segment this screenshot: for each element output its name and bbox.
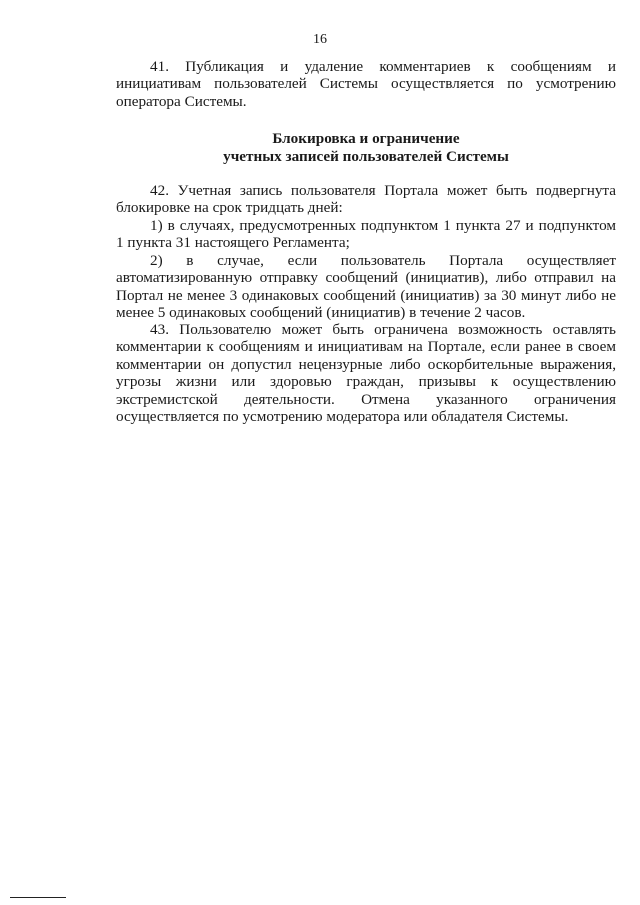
paragraph-42: 42. Учетная запись пользователя Портала может быть подвергнута блокировке на срок тридцать дней: <box>116 182 616 217</box>
page-number: 16 <box>313 32 327 47</box>
paragraph-41: 41. Публикация и удаление комментариев к сообщениям и инициативам пользователей Системы осуществляется по усмотрению оператора Системы. <box>116 58 616 110</box>
section-heading <box>116 130 616 166</box>
paragraph-42-item-2: 2) в случае, если пользователь Портала осуществляет автоматизированную отправку сообщений (инициатив), либо отправил на Портал не менее 3 одинаковых сообщений (инициатив) за 30 минут либо не менее 5 одинаковых сообщений (инициатив) в течение 2 часов. <box>116 252 616 322</box>
paragraph-43: 43. Пользователю может быть ограничена возможность оставлять комментарии к сообщениям и инициативам на Портале, если ранее в своем комментарии он допустил нецензурные либо оскорбительные выражения, угрозы жизни или здоровью граждан, призывы к осуществлению экстремистской деятельности. Отмена указанного ограничения осуществляется по усмотрению модератора или обладателя Системы. <box>116 321 616 426</box>
section-heading-line-2: учетных записей пользователей Системы <box>223 148 509 165</box>
footnote-rule <box>10 897 66 898</box>
section-heading-line-1: Блокировка и ограничение <box>272 130 460 147</box>
paragraph-42-item-1: 1) в случаях, предусмотренных подпунктом 1 пункта 27 и подпунктом 1 пункта 31 настоящего Регламента; <box>116 217 616 252</box>
